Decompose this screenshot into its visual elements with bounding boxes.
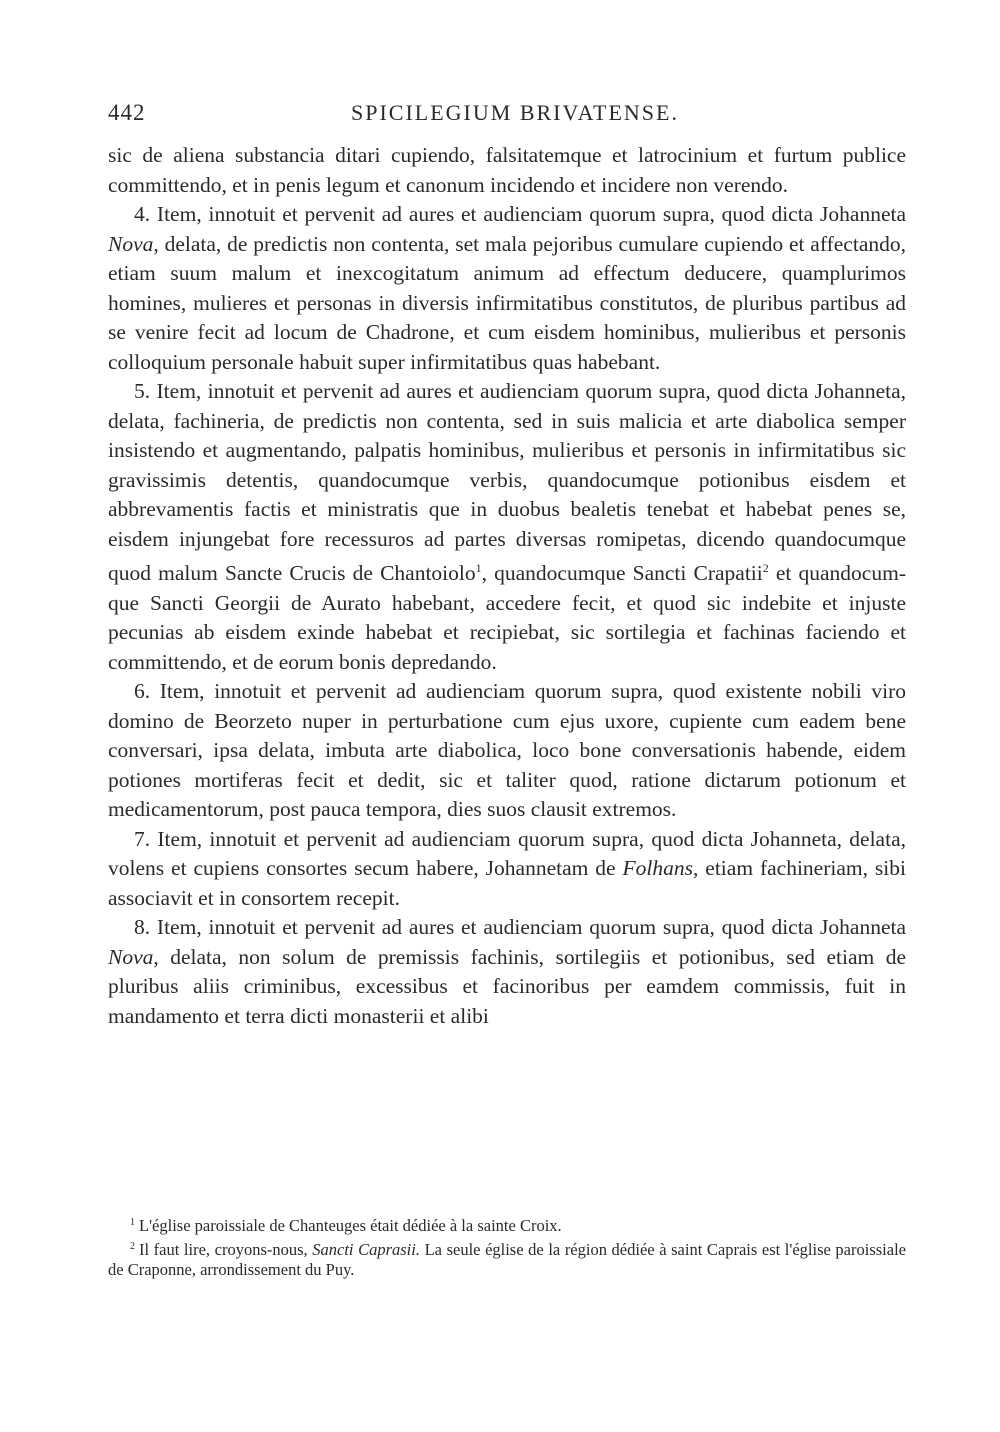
footnote-ref-2[interactable]: 2 bbox=[762, 561, 769, 575]
italic-name: Sancti Caprasii. bbox=[312, 1239, 420, 1259]
text-run: , delata, non solum de premissis fachinis, sortilegiis et potionibus, sed etiam de pluribus aliis criminibus, excessibus et facinoribus per eamdem commissis, fuit in mandamento et terra dicti monasterii et alibi bbox=[108, 944, 906, 1028]
text-run: , etiam fachineriam, sibi associavit et in consortem recepit. bbox=[108, 856, 906, 910]
footnote-text: Il faut lire, croyons-nous, bbox=[139, 1239, 313, 1259]
body-text bbox=[108, 141, 906, 1031]
footnote-mark: 1 bbox=[130, 1217, 135, 1228]
footnote-ref-1[interactable]: 1 bbox=[475, 561, 482, 575]
footnote-text: L'église paroissiale de Chanteuges était dédiée à la sainte Croix. bbox=[139, 1216, 562, 1235]
footnotes bbox=[108, 1213, 906, 1281]
italic-name: Folhans bbox=[622, 856, 693, 880]
text-run: 4. Item, innotuit et pervenit ad aures et audienciam quorum supra, quod dicta Johanneta bbox=[134, 202, 906, 226]
text-run: 8. Item, innotuit et pervenit ad aures et audienciam quorum supra, quod dicta Johanneta bbox=[134, 915, 906, 939]
text-run: 5. Item, innotuit et pervenit ad aures et audienciam quorum supra, quod dicta Johanneta, delata, fachineria, de predictis non contenta, sed in suis malicia et arte diabolica semper insistendo et augmentando, palpatis hominibus, mulieribus et personis in infirmitatibus sic gravissimis detentis, quandocumque verbis, quandocumque potionibus eisdem et abbrevamentis factis et ministratis que in duobus bealetis tenebat et habebat penes se, eisdem injungebat fore recessuros ad partes diversas romipetas, dicendo quandocumque quod malum Sancte Crucis de Chantoiolo bbox=[108, 379, 906, 585]
footnote-1 bbox=[108, 1213, 906, 1237]
footnote-2 bbox=[108, 1237, 906, 1281]
text-run: , quandocumque Sancti Crapatii bbox=[481, 561, 763, 585]
text-run: et quandocumque Sancti Georgii de Aurato habebant, accedere fecit, et quod sic indebite et injuste pecunias ab eisdem exinde habebat et recipiebat, sic sortilegia et fachinas faciendo et committendo, et de eorum bonis depredando. bbox=[108, 561, 906, 674]
paragraph-6: 6. Item, innotuit et pervenit ad audienciam quorum supra, quod existente nobili viro domino de Beorzeto nuper in perturbatione cum ejus uxore, cupiente cum eadem bene conversari, ipsa delata, imbuta arte diabolica, loco bone conversationis habende, eidem potiones mortiferas fecit et dedit, sic et taliter quod, ratione dictarum potionum et medicamentorum, post pauca tempora, dies suos clausit extremos. bbox=[108, 679, 906, 821]
italic-name: Nova bbox=[108, 231, 154, 256]
text-run: , delata, de predictis non contenta, set mala pejoribus cumulare cupiendo et affectando, etiam suum malum et inexcogitatum animum ad effectum deducere, quamplurimos homines, mulieres et personas in diversis infirmitatibus constitutos, de pluribus partibus ad se venire fecit ad locum de Chadrone, et cum eisdem hominibus, mulieribus et personis colloquium personale habuit super infirmitatibus quas habebant. bbox=[108, 231, 906, 374]
page-header bbox=[108, 100, 906, 130]
page-number: 442 bbox=[108, 100, 146, 125]
running-title: SPICILEGIUM BRIVATENSE. bbox=[351, 100, 679, 125]
paragraph-continuation: sic de aliena substancia ditari cupiendo, falsitatemque et latrocinium et furtum publice committendo, et in penis legum et canonum incidendo et incidere non verendo. bbox=[108, 143, 906, 197]
paragraph-4 bbox=[108, 200, 906, 377]
footnote-mark: 2 bbox=[130, 1240, 135, 1252]
footnote-text: La seule église de la région dédiée à saint Caprais est l'église paroissiale de Craponne, arrondissement du Puy. bbox=[108, 1239, 906, 1279]
paragraph-5 bbox=[108, 377, 906, 677]
paragraph-7 bbox=[108, 825, 906, 914]
text-run: 7. Item, innotuit et pervenit ad audienciam quorum supra, quod dicta Johanneta, delata, volens et cupiens consortes secum habere, Johannetam de bbox=[108, 826, 906, 880]
paragraph-8 bbox=[108, 913, 906, 1031]
italic-name: Nova bbox=[108, 944, 154, 969]
